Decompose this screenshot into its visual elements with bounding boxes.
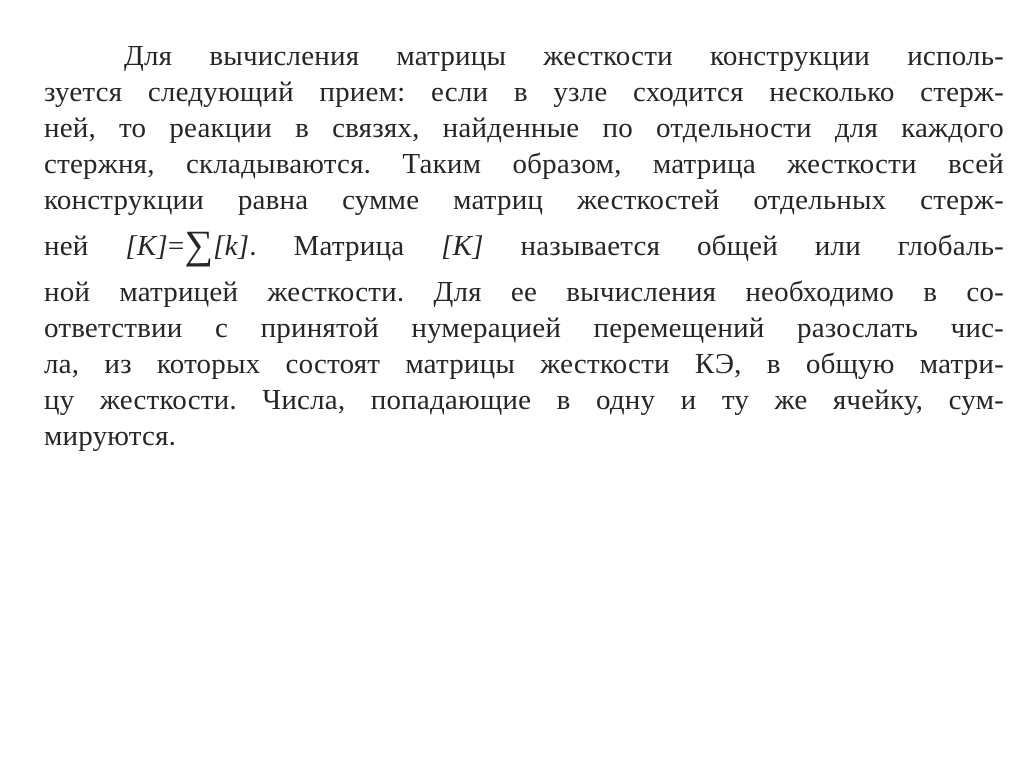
sum-symbol: ∑ [184,222,214,267]
paragraph [44,38,1004,454]
text-line: конструкции равна сумме матриц жесткостей отдельных стерж- [44,184,1004,216]
text-line: Для вычисления матрицы жесткости конструкции исполь- [124,40,1004,72]
formula-equals: = [167,230,185,262]
text-line: зуется следующий прием: если в узле сходится несколько стерж- [44,76,1004,108]
text-line: ла, из которых состоят матрицы жесткости КЭ, в общую матри- [44,348,1004,380]
text-line: ней, то реакции в связях, найденные по отдельности для каждого [44,112,1004,144]
formula-text-1: . Матрица [249,230,405,262]
text-line: мируются. [44,420,177,452]
formula-element-matrix: [k] [213,230,250,262]
formula-pre-text: ней [44,230,89,262]
matrix-symbol: [K] [441,230,484,262]
text-line: стержня, складываются. Таким образом, матрица жесткости всей [44,148,1004,180]
formula-line [44,218,1004,274]
text-line: цу жесткости. Числа, попадающие в одну и ту же ячейку, сум- [44,384,1004,416]
text-line: ответствии с принятой нумерацией перемещений разослать чис- [44,312,1004,344]
formula-text-2: называется общей или глобаль- [520,230,1004,262]
formula-global-matrix: [K] [125,230,168,262]
text-line: ной матрицей жесткости. Для ее вычисления необходимо в со- [44,276,1004,308]
